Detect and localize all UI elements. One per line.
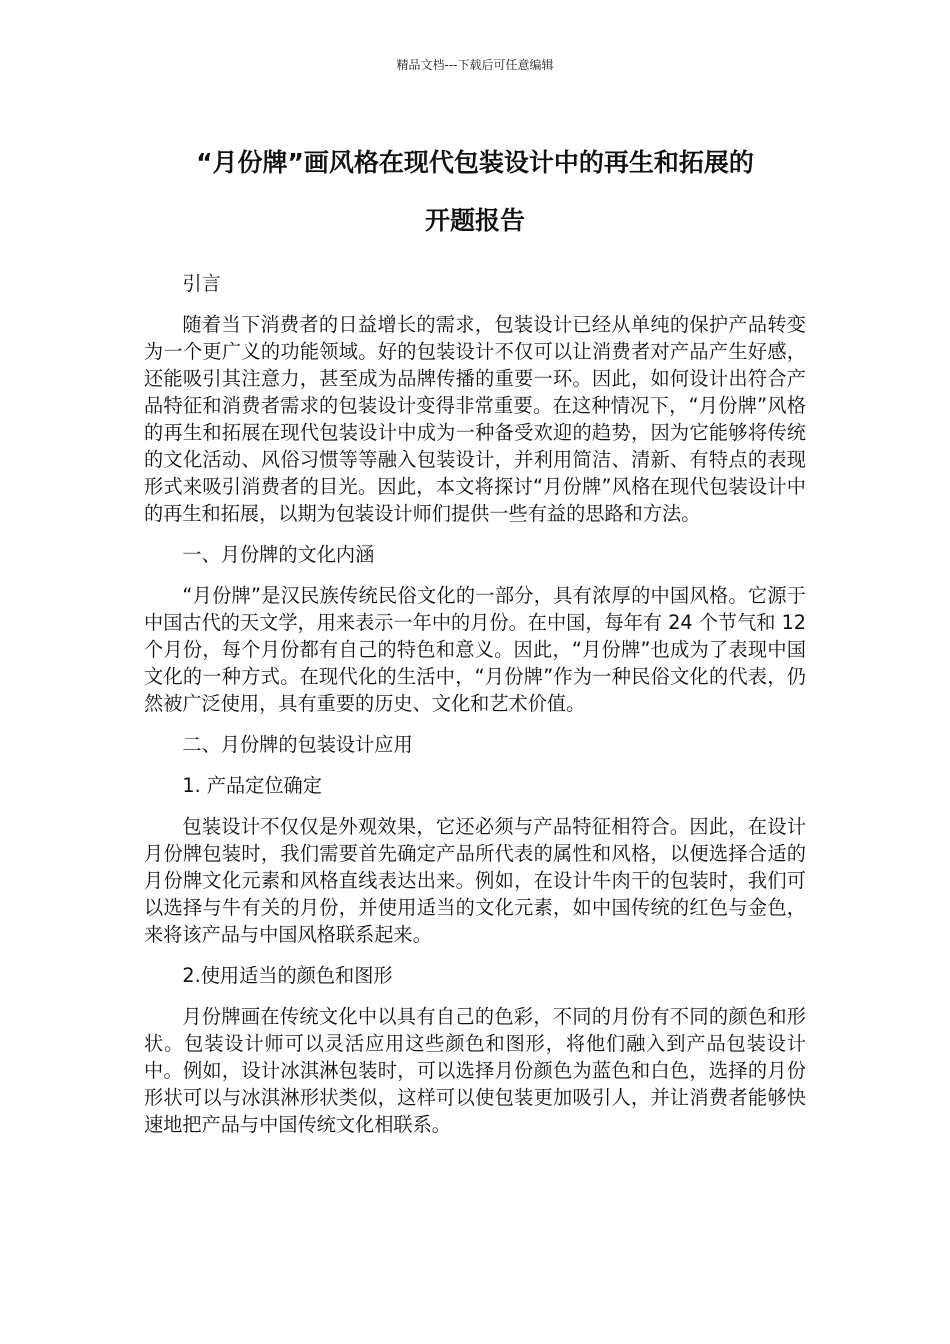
page-header: 精品文档---下载后可任意编辑: [396, 58, 554, 72]
document-body: [144, 270, 806, 1152]
section-heading-1: 一、月份牌的文化内涵: [182, 543, 375, 566]
section-intro-heading: 引言: [182, 272, 221, 295]
title-line-1: “月份牌”画风格在现代包装设计中的再生和拓展的: [196, 148, 754, 177]
paragraph-intro: 随着当下消费者的日益增长的需求，包装设计已经从单纯的保护产品转变为一个更广义的功能领域。好的包装设计不仅可以让消费者对产品产生好感，还能吸引其注意力，甚至成为品牌传播的重要一环。因此，如何设计出符合产品特征和消费者需求的包装设计变得非常重要。在这种情况下，“月份牌”风格的再生和拓展在现代包装设计中成为一种备受欢迎的趋势，因为它能够将传统的文化活动、风俗习惯等等融入包装设计，并利用简洁、清新、有特点的表现形式来吸引消费者的目光。因此，本文将探讨“月份牌”风格在现代包装设计中的再生和拓展，以期为包装设计师们提供一些有益的思路和方法。: [144, 313, 806, 525]
paragraph-colors: 月份牌画在传统文化中以具有自己的色彩，不同的月份有不同的颜色和形状。包装设计师可以灵活应用这些颜色和图形，将他们融入到产品包装设计中。例如，设计冰淇淋包装时，可以选择月份颜色为蓝色和白色，选择的月份形状可以与冰淇淋形状类似，这样可以使包装更加吸引人，并让消费者能够快速地把产品与中国传统文化相联系。: [144, 1005, 806, 1136]
document-title: [120, 134, 830, 250]
paragraph-culture: “月份牌”是汉民族传统民俗文化的一部分，具有浓厚的中国风格。它源于中国古代的天文学，用来表示一年中的月份。在中国，每年有 24 个节气和 12 个月份，每个月份都有自己的特色和意义。因此，“月份牌”也成为了表现中国文化的一种方式。在现代化的生活中，“月份牌”作为一种民俗文化的代表，仍然被广泛使用，具有重要的历史、文化和艺术价值。: [144, 584, 806, 715]
title-line-2: 开题报告: [424, 206, 525, 235]
subsection-heading-1: 1. 产品定位确定: [182, 774, 322, 797]
paragraph-positioning: 包装设计不仅仅是外观效果，它还必须与产品特征相符合。因此，在设计月份牌包装时，我们需要首先确定产品所代表的属性和风格，以便选择合适的月份牌文化元素和风格直线表达出来。例如，在设计牛肉干的包装时，我们可以选择与牛有关的月份，并使用适当的文化元素，如中国传统的红色与金色，来将该产品与中国风格联系起来。: [144, 815, 806, 946]
subsection-heading-2: 2.使用适当的颜色和图形: [182, 964, 393, 987]
section-heading-2: 二、月份牌的包装设计应用: [182, 733, 413, 756]
